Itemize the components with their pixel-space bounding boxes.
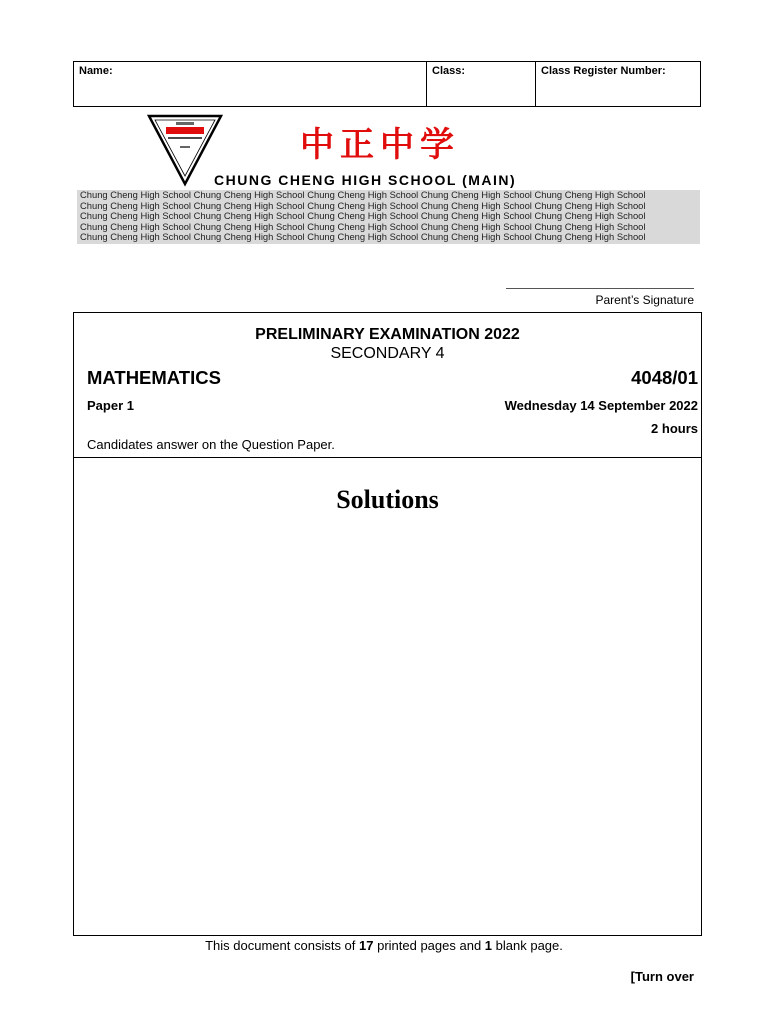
page-count-prefix: This document consists of [205, 938, 360, 953]
solutions-heading: Solutions [336, 485, 439, 514]
exam-code: 4048/01 [631, 367, 698, 388]
name-label: Name: [79, 65, 113, 77]
printed-pages-count: 17 [359, 938, 374, 953]
page-count-middle: printed pages and [373, 938, 485, 953]
exam-paper: Paper 1 [87, 398, 134, 413]
band-row: Chung Cheng High School Chung Cheng High School Chung Cheng High School Chung Cheng High School Chung Cheng High School [80, 231, 646, 243]
class-label: Class: [432, 65, 466, 77]
exam-subject: MATHEMATICS [87, 367, 221, 388]
signature-line[interactable] [506, 288, 694, 289]
class-field[interactable] [426, 62, 535, 106]
blank-pages-count: 1 [484, 938, 493, 953]
school-chinese-name: 中正中学 [300, 125, 460, 165]
school-crest-icon [146, 112, 224, 188]
page-count-note [0, 938, 768, 953]
name-field[interactable] [74, 62, 426, 106]
school-english-name: CHUNG CHENG HIGH SCHOOL (MAIN) [214, 172, 517, 188]
exam-title: PRELIMINARY EXAMINATION 2022 [255, 326, 520, 343]
band-row: Chung Cheng High School Chung Cheng High School Chung Cheng High School Chung Cheng High School Chung Cheng High School [80, 220, 646, 232]
band-row: Chung Cheng High School Chung Cheng High School Chung Cheng High School Chung Cheng High School Chung Cheng High School [80, 199, 646, 211]
header-divider [74, 457, 701, 458]
student-info-box [73, 61, 701, 107]
exam-date: Wednesday 14 September 2022 [504, 398, 698, 413]
page-count-suffix: blank page. [492, 938, 563, 953]
band-row: Chung Cheng High School Chung Cheng High School Chung Cheng High School Chung Cheng High School Chung Cheng High School [80, 210, 646, 222]
band-row: Chung Cheng High School Chung Cheng High School Chung Cheng High School Chung Cheng High School Chung Cheng High School [80, 190, 646, 200]
exam-instruction: Candidates answer on the Question Paper. [87, 437, 335, 452]
class-register-number-label: Class Register Number: [541, 65, 666, 77]
turn-over-label: [Turn over [630, 969, 694, 984]
class-register-number-field[interactable] [535, 62, 700, 106]
exam-cover-box [73, 312, 702, 936]
signature-label: Parent’s Signature [595, 293, 694, 307]
exam-level: SECONDARY 4 [330, 345, 445, 362]
school-name-band [77, 190, 700, 244]
exam-duration: 2 hours [651, 421, 698, 436]
